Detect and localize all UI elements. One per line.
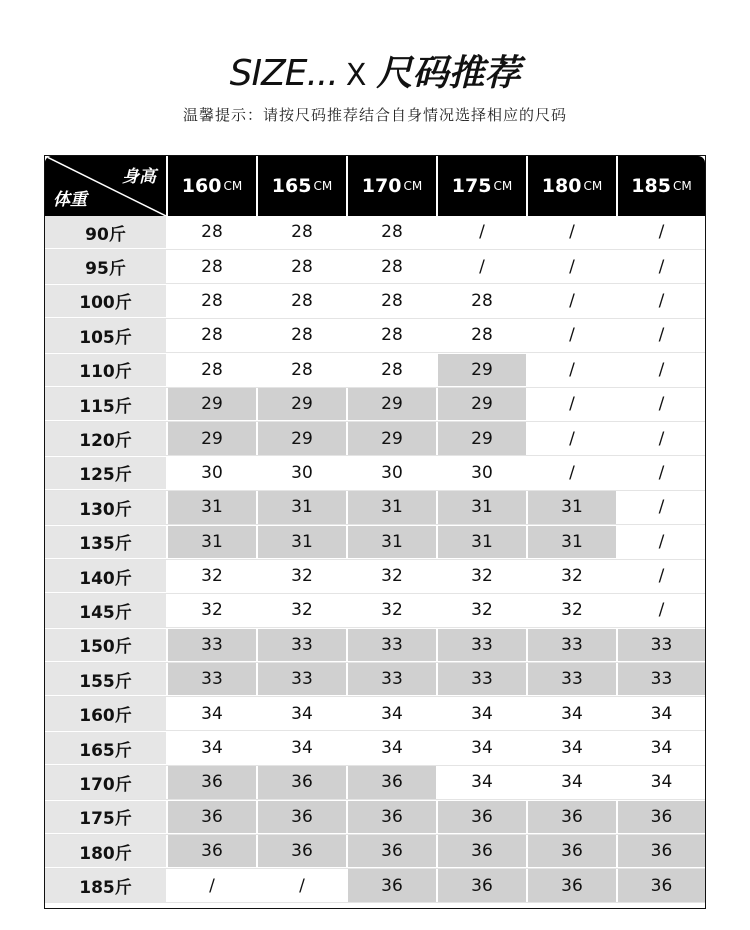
size-cell: 36 xyxy=(438,869,526,901)
size-cell: 34 xyxy=(201,738,223,759)
size-cell: / xyxy=(658,359,665,380)
size-cell: 34 xyxy=(201,703,223,724)
size-cell: 29 xyxy=(438,354,526,386)
size-cell: 28 xyxy=(471,325,493,346)
weight-cell: 135斤 xyxy=(45,526,166,558)
size-cell: 34 xyxy=(561,772,583,793)
size-cell: 29 xyxy=(258,388,346,420)
table-row xyxy=(45,491,705,525)
size-cell: 34 xyxy=(650,703,673,724)
size-cell: 31 xyxy=(438,526,526,558)
height-unit: CM xyxy=(313,179,333,193)
size-cell: 30 xyxy=(201,462,223,483)
table-row xyxy=(45,766,705,800)
size-cell: / xyxy=(569,394,575,415)
weight-cell: 120斤 xyxy=(45,422,166,454)
size-cell: 28 xyxy=(381,290,403,311)
size-cell: 34 xyxy=(561,703,583,724)
size-cell: 33 xyxy=(438,629,526,661)
size-cell: 31 xyxy=(168,491,256,523)
weight-cell: 160斤 xyxy=(45,697,166,729)
size-cell: 28 xyxy=(201,325,223,346)
size-cell: 31 xyxy=(528,491,616,523)
size-cell: 36 xyxy=(618,835,705,867)
table-row xyxy=(45,250,705,284)
size-cell: 29 xyxy=(258,422,346,454)
size-cell: 36 xyxy=(528,869,616,901)
size-cell: 28 xyxy=(381,359,403,380)
size-table xyxy=(44,155,706,909)
height-value: 160 xyxy=(181,175,222,197)
size-cell: 33 xyxy=(348,629,436,661)
size-cell: / xyxy=(569,359,575,380)
height-header-170 xyxy=(346,156,436,216)
size-cell: 33 xyxy=(348,663,436,695)
size-cell: / xyxy=(658,256,665,277)
table-row xyxy=(45,697,705,731)
size-cell: 28 xyxy=(201,256,223,277)
size-cell: 31 xyxy=(168,526,256,558)
size-cell: 36 xyxy=(258,766,346,798)
weight-cell: 100斤 xyxy=(45,285,166,317)
size-cell: 34 xyxy=(471,703,493,724)
table-row xyxy=(45,457,705,491)
table-row xyxy=(45,319,705,353)
page-title xyxy=(0,52,750,98)
weight-cell: 95斤 xyxy=(45,250,166,282)
size-cell: 33 xyxy=(258,629,346,661)
table-row xyxy=(45,388,705,422)
size-cell: 31 xyxy=(258,526,346,558)
size-cell: 28 xyxy=(201,290,223,311)
height-value: 185 xyxy=(631,175,671,197)
weight-cell: 90斤 xyxy=(45,216,166,248)
size-cell: 29 xyxy=(168,422,256,454)
size-cell: 32 xyxy=(291,600,313,621)
size-cell: 28 xyxy=(291,256,313,277)
table-row xyxy=(45,594,705,628)
size-cell: / xyxy=(658,462,665,483)
size-cell: 36 xyxy=(168,835,256,867)
size-cell: 34 xyxy=(291,703,313,724)
size-cell: 28 xyxy=(291,325,313,346)
size-cell: 30 xyxy=(381,462,403,483)
height-unit: CM xyxy=(493,179,513,193)
table-row xyxy=(45,801,705,835)
size-cell: / xyxy=(569,222,575,243)
subtitle: 温馨提示：请按尺码推荐结合自身情况选择相应的尺码 xyxy=(182,106,567,124)
size-cell: 36 xyxy=(258,801,346,833)
size-cell: 34 xyxy=(650,772,673,793)
size-cell: / xyxy=(658,325,665,346)
table-row xyxy=(45,869,705,903)
size-cell: / xyxy=(658,600,665,621)
size-cell: 33 xyxy=(528,663,616,695)
table-row xyxy=(45,285,705,319)
weight-cell: 180斤 xyxy=(45,835,166,867)
size-cell: 30 xyxy=(291,462,313,483)
size-cell: / xyxy=(209,875,215,896)
size-cell: 32 xyxy=(381,566,403,587)
size-cell: 34 xyxy=(381,738,403,759)
size-cell: 36 xyxy=(168,801,256,833)
size-cell: 34 xyxy=(291,738,313,759)
size-cell: / xyxy=(569,325,575,346)
weight-cell: 165斤 xyxy=(45,732,166,764)
size-cell: / xyxy=(479,222,485,243)
size-cell: 33 xyxy=(528,629,616,661)
height-value: 175 xyxy=(451,175,492,197)
size-cell: 36 xyxy=(528,835,616,867)
table-row xyxy=(45,422,705,456)
size-cell: 32 xyxy=(201,600,223,621)
table-row xyxy=(45,216,705,250)
size-cell: 34 xyxy=(650,738,673,759)
size-cell: 36 xyxy=(348,801,436,833)
size-cell: 28 xyxy=(291,290,313,311)
size-cell: 28 xyxy=(381,256,403,277)
size-cell: 36 xyxy=(528,801,616,833)
size-cell: / xyxy=(658,497,665,518)
weight-cell: 110斤 xyxy=(45,354,166,386)
size-cell: 34 xyxy=(561,738,583,759)
size-cell: 36 xyxy=(618,801,705,833)
size-cell: 30 xyxy=(471,462,493,483)
size-cell: 34 xyxy=(381,703,403,724)
size-cell: 36 xyxy=(438,835,526,867)
size-cell: 29 xyxy=(168,388,256,420)
size-cell: 28 xyxy=(471,290,493,311)
table-row xyxy=(45,835,705,869)
size-cell: 33 xyxy=(168,629,256,661)
size-cell: / xyxy=(658,428,665,449)
weight-cell: 150斤 xyxy=(45,629,166,661)
weight-cell: 140斤 xyxy=(45,560,166,592)
size-cell: / xyxy=(658,222,665,243)
size-cell: 36 xyxy=(258,835,346,867)
size-cell: / xyxy=(658,566,665,587)
height-unit: CM xyxy=(583,179,603,193)
size-cell: 31 xyxy=(348,526,436,558)
size-cell: / xyxy=(569,462,575,483)
corner-weight-label: 体重 xyxy=(53,190,87,210)
size-cell: 31 xyxy=(348,491,436,523)
title-x-text: X xyxy=(345,58,367,93)
corner-cell xyxy=(45,156,166,216)
size-cell: 29 xyxy=(438,422,526,454)
height-value: 165 xyxy=(271,175,312,197)
height-header-185 xyxy=(616,156,705,216)
size-cell: 29 xyxy=(348,422,436,454)
size-cell: 31 xyxy=(528,526,616,558)
size-cell: 32 xyxy=(561,566,583,587)
size-cell: 28 xyxy=(291,222,313,243)
weight-cell: 145斤 xyxy=(45,594,166,626)
size-cell: 36 xyxy=(168,766,256,798)
size-cell: 28 xyxy=(291,359,313,380)
size-cell: 33 xyxy=(438,663,526,695)
size-cell: / xyxy=(569,290,575,311)
size-cell: / xyxy=(299,875,305,896)
size-cell: 36 xyxy=(618,869,705,901)
height-unit: CM xyxy=(672,179,692,193)
height-unit: CM xyxy=(223,179,243,193)
weight-cell: 115斤 xyxy=(45,388,166,420)
size-cell: 36 xyxy=(438,801,526,833)
weight-cell: 170斤 xyxy=(45,766,166,798)
size-cell: 32 xyxy=(201,566,223,587)
table-row xyxy=(45,629,705,663)
size-cell: 31 xyxy=(438,491,526,523)
height-header-165 xyxy=(256,156,346,216)
table-row xyxy=(45,526,705,560)
size-cell: 36 xyxy=(348,835,436,867)
table-header xyxy=(45,156,705,216)
size-cell: / xyxy=(569,256,575,277)
height-value: 180 xyxy=(541,175,582,197)
size-cell: 33 xyxy=(618,663,705,695)
weight-cell: 105斤 xyxy=(45,319,166,351)
size-cell: 36 xyxy=(348,869,436,901)
size-cell: 28 xyxy=(201,359,223,380)
size-cell: 31 xyxy=(258,491,346,523)
size-cell: 28 xyxy=(381,325,403,346)
size-cell: 34 xyxy=(471,772,493,793)
size-cell: 28 xyxy=(381,222,403,243)
size-cell: 32 xyxy=(471,566,493,587)
size-cell: 32 xyxy=(381,600,403,621)
size-cell: / xyxy=(658,290,665,311)
table-row xyxy=(45,663,705,697)
size-cell: 33 xyxy=(168,663,256,695)
size-cell: / xyxy=(569,428,575,449)
size-cell: 28 xyxy=(201,222,223,243)
size-cell: / xyxy=(658,394,665,415)
size-cell: 34 xyxy=(471,738,493,759)
title-cn-text: 尺码推荐 xyxy=(376,53,521,94)
weight-cell: 125斤 xyxy=(45,457,166,489)
size-cell: / xyxy=(479,256,485,277)
height-header-175 xyxy=(436,156,526,216)
height-value: 170 xyxy=(361,175,402,197)
size-cell: 33 xyxy=(258,663,346,695)
size-cell: 32 xyxy=(291,566,313,587)
size-cell: 36 xyxy=(348,766,436,798)
weight-cell: 130斤 xyxy=(45,491,166,523)
size-cell: / xyxy=(658,531,665,552)
row-divider xyxy=(45,902,705,903)
height-header-160 xyxy=(166,156,256,216)
height-unit: CM xyxy=(403,179,423,193)
table-row xyxy=(45,354,705,388)
weight-cell: 185斤 xyxy=(45,869,166,901)
height-header-180 xyxy=(526,156,616,216)
size-cell: 33 xyxy=(618,629,705,661)
table-row xyxy=(45,732,705,766)
table-body xyxy=(45,216,705,904)
title-size-text: SIZE... xyxy=(229,53,338,94)
size-cell: 29 xyxy=(348,388,436,420)
corner-height-label: 身高 xyxy=(122,167,156,187)
weight-cell: 175斤 xyxy=(45,801,166,833)
size-cell: 29 xyxy=(438,388,526,420)
size-cell: 32 xyxy=(471,600,493,621)
table-row xyxy=(45,560,705,594)
size-cell: 32 xyxy=(561,600,583,621)
weight-cell: 155斤 xyxy=(45,663,166,695)
